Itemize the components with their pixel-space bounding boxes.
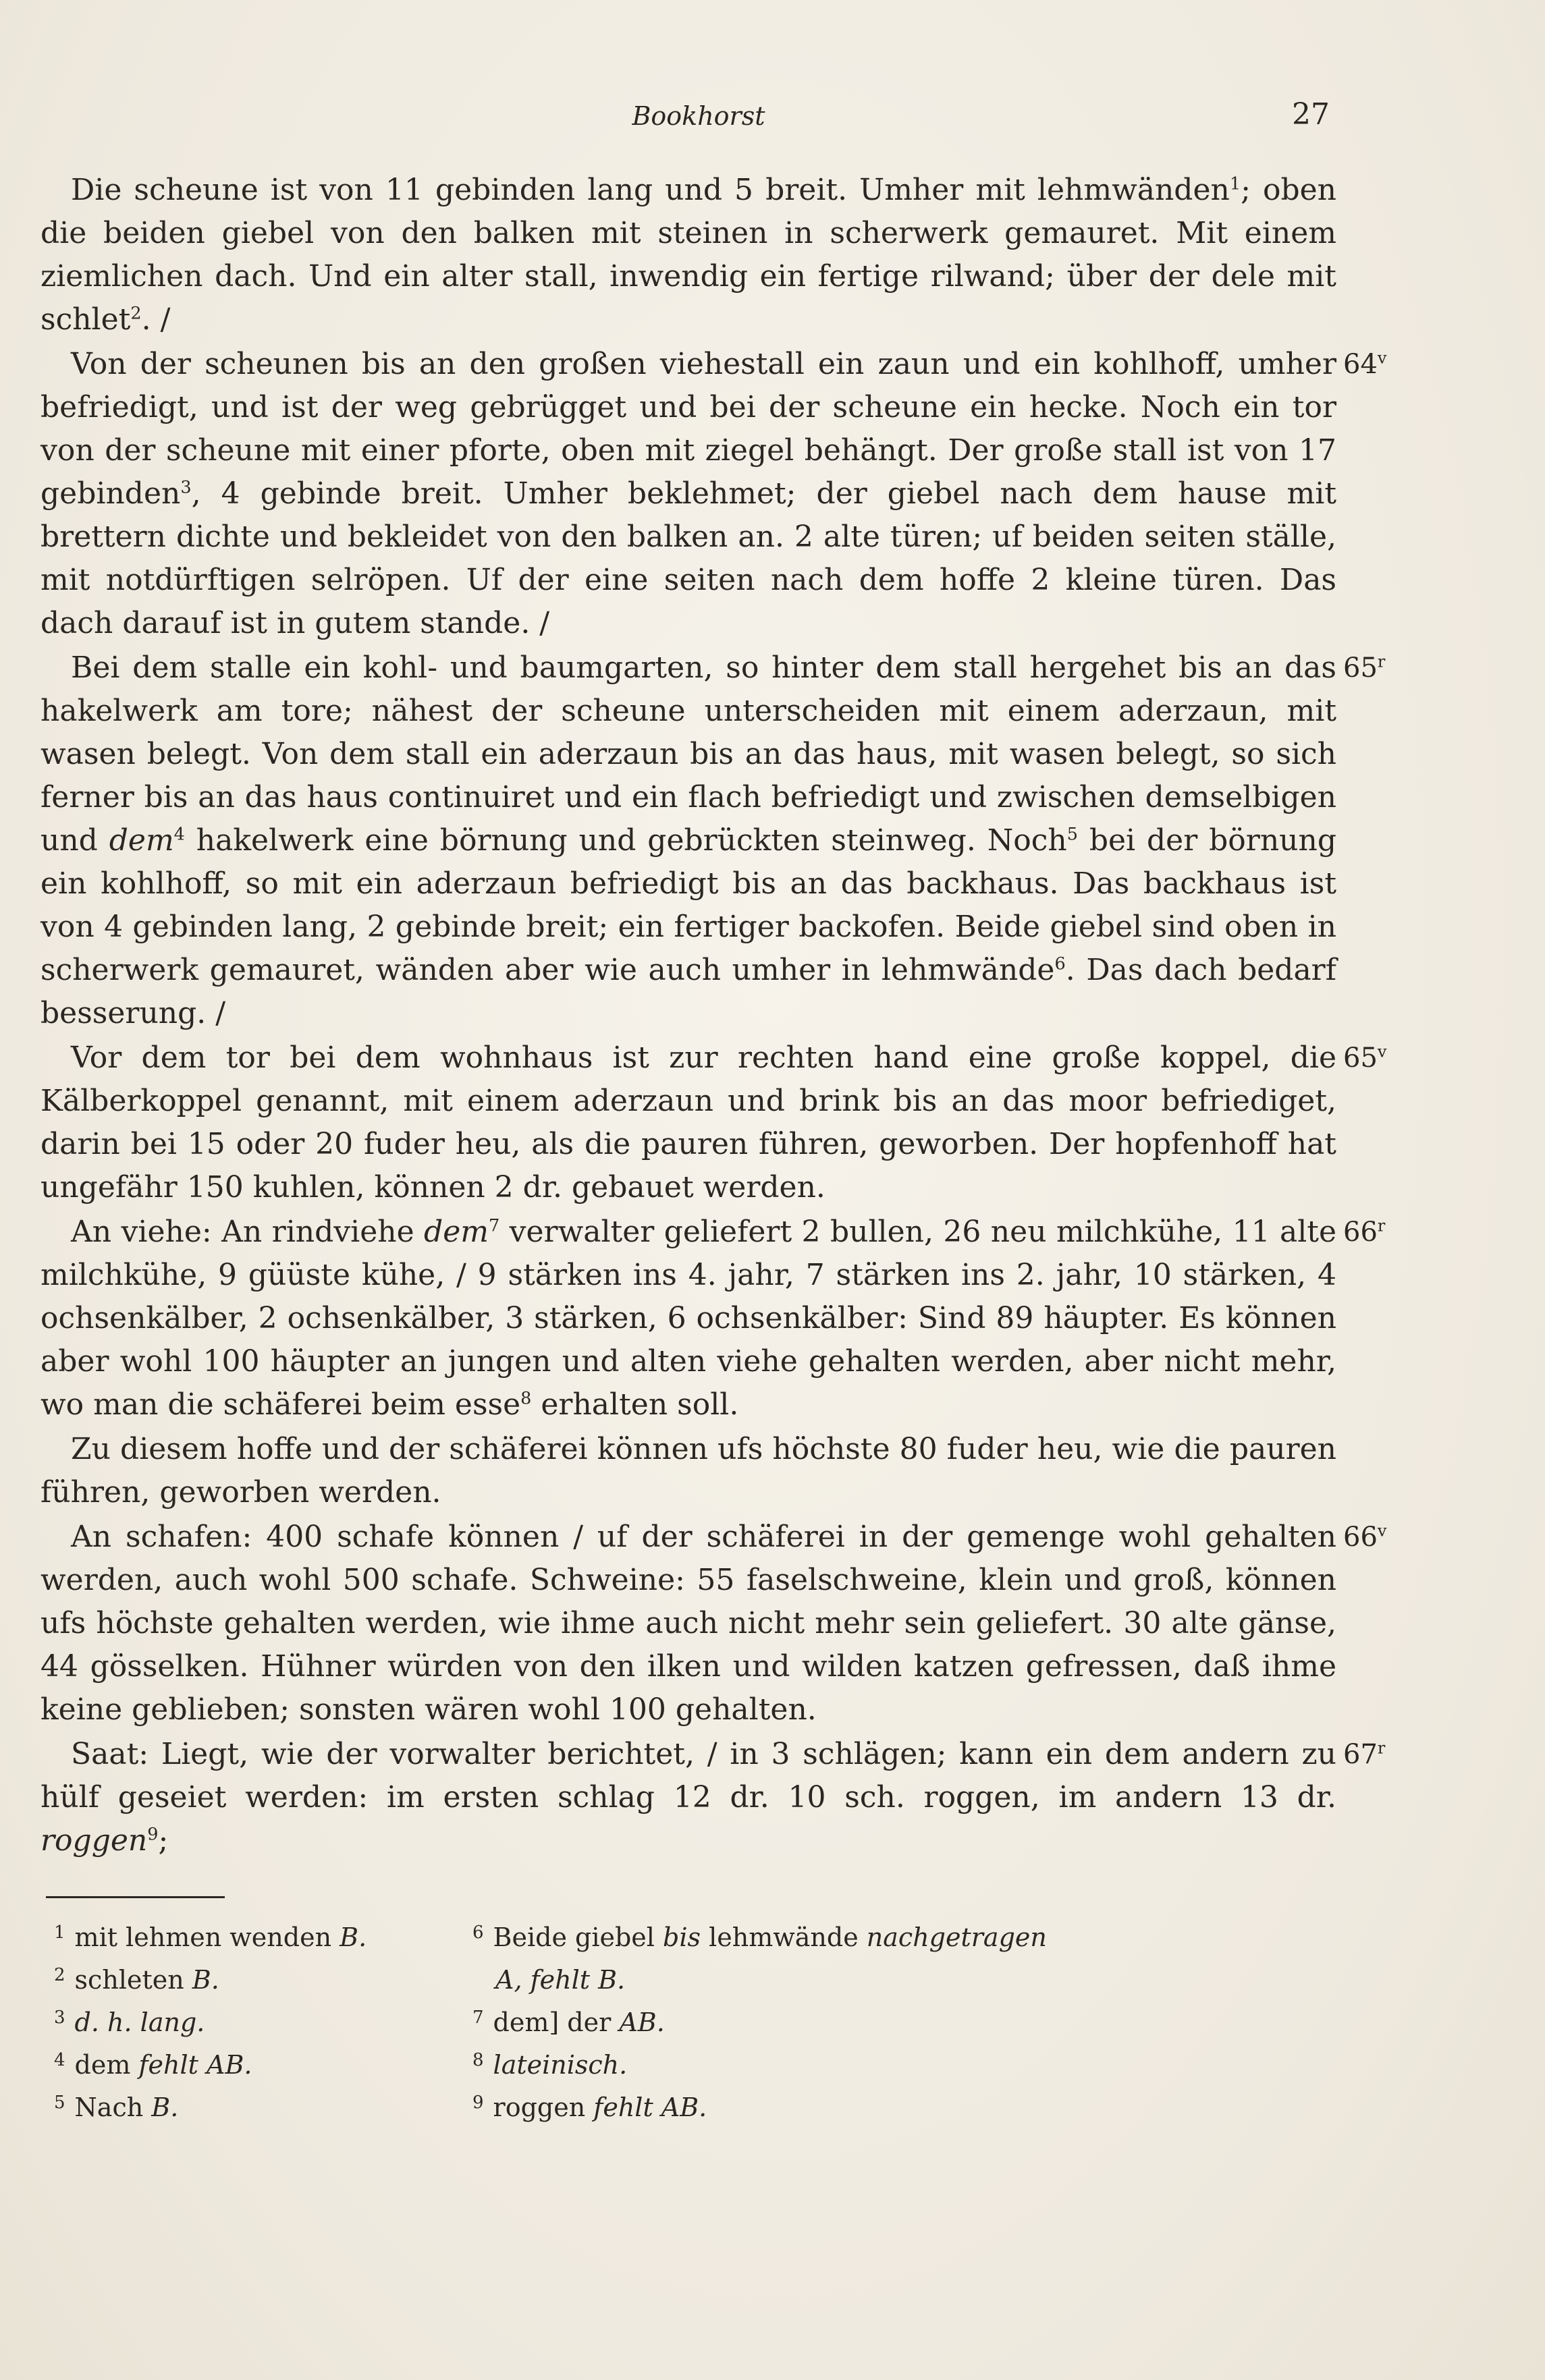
footnote-ref: 3 (180, 477, 192, 498)
folio-side: r (1377, 1216, 1386, 1236)
italic-text: roggen (40, 1823, 148, 1858)
page-header (67, 94, 1330, 148)
folio-marginal-note (1343, 646, 1424, 690)
text-run: Vor dem tor bei dem wohnhaus ist zur rechten hand eine große koppel, die Kälberkoppel genannt, mit einem aderzaun und brink bis an das moor befriediget, darin bei 15 oder 20 fuder heu, als die pauren führen, geworben. Der hopfenhoff hat ungefähr 150 kuhlen, können 2 dr. gebauet werden. (40, 1041, 1336, 1205)
folio-side: r (1377, 1738, 1386, 1758)
text-run: Von der scheunen bis an den großen viehestall ein zaun und ein kohlhoff, umher befriedigt, und ist der weg gebrügget und bei der scheune ein hecke. Noch ein tor von der scheune mit einer pforte, oben mit ziegel behängt. Der große stall ist von 17 gebinden (40, 347, 1336, 511)
footnotes-left-column (54, 1914, 486, 2126)
folio-side: v (1377, 1042, 1387, 1061)
text-run: verwalter geliefert 2 bullen, 26 neu milchkühe, 11 alte milchkühe, 9 güüste kühe, / 9 stärken ins 4. jahr, 7 stärken ins 2. jahr, 10 stärken, 4 ochsenkälber, 2 ochsenkälber, 3 stärken, 6 ochsenkälber: Sind 89 häupter. Es können aber wohl 100 häupter an jungen und alten viehe gehalten werden, aber nicht mehr, wo man die schäferei beim esse (40, 1215, 1337, 1422)
footnote-number: 8 (472, 2050, 484, 2070)
paragraph (40, 169, 1336, 341)
footnote (54, 2041, 486, 2084)
italic-text: fehlt AB. (138, 2050, 252, 2080)
text-run: Nach (74, 2093, 152, 2122)
footnote (54, 1999, 486, 2041)
text-run: Bei dem stalle ein kohl- und baumgarten, so hinter dem stall hergehet bis an das hakelwerk am tore; nähest der scheune unterscheiden mit einem aderzaun, mit wasen belegt. Von dem stall ein aderzaun bis an das haus, mit wasen belegt, so sich ferner bis an das haus continuiret und ein flach befriedigt und zwischen demselbigen und (40, 651, 1336, 858)
text-run: lehmwände (701, 1922, 867, 1952)
footnote-number: 1 (54, 1922, 65, 1943)
footnote-number: 5 (54, 2093, 65, 2113)
text-run: . / (141, 302, 171, 337)
page-number: 27 (1292, 97, 1330, 132)
footnotes-right-column (472, 1914, 1047, 2126)
text-run: bei der börnung ein kohlhoff, so mit ein aderzaun befriedigt bis an das backhaus. Das backhaus ist von 4 gebinden lang, 2 gebinde breit; ein fertiger backofen. Beide giebel sind oben in scherwerk gemauret, wänden aber wie auch umher in lehmwände (40, 823, 1337, 987)
italic-text: A, fehlt B. (495, 1965, 626, 1995)
text-run: Zu diesem hoffe und der schäferei können ufs höchste 80 fuder heu, wie die pauren führen, geworben werden. (40, 1432, 1336, 1510)
text-run: roggen (493, 2093, 594, 2122)
italic-text: bis (663, 1922, 701, 1952)
footnote (472, 2041, 904, 2084)
italic-text: d. h. lang. (74, 2008, 205, 2037)
text-run: An schafen: 400 schafe können / uf der schäferei in der gemenge wohl gehalten werden, auch wohl 500 schafe. Schweine: 55 faselschweine, klein und groß, können ufs höchste gehalten werden, wie ihme auch nicht mehr sein geliefert. 30 alte gänse, 44 gösselken. Hühner würden von den ilken und wilden katzen gefressen, daß ihme keine geblieben; sonsten wären wohl 100 gehalten. (40, 1520, 1336, 1727)
folio-side: r (1377, 652, 1386, 671)
folio-marginal-note (1343, 1036, 1424, 1080)
footnote-number: 7 (472, 2008, 484, 2028)
footnote (472, 1999, 904, 2041)
italic-text: nachgetragen (866, 1922, 1047, 1952)
italic-text: dem (109, 823, 174, 858)
italic-text: AB. (619, 2008, 665, 2037)
text-run: Beide giebel (493, 1922, 663, 1952)
footnote-ref: 2 (130, 303, 142, 324)
text-run: , 4 gebinde breit. Umher beklehmet; der giebel nach dem hause mit brettern dichte und bekleidet von den balken an. 2 alte türen; uf beiden seiten ställe, mit notdürftigen selröpen. Uf der eine seiten nach dem hoffe 2 kleine türen. Das dach darauf ist in gutem stande. / (40, 476, 1336, 640)
paragraph (40, 1516, 1387, 1732)
folio-side: v (1377, 348, 1387, 368)
folio-number: 66 (1343, 1217, 1378, 1248)
footnote (54, 1914, 486, 1956)
footnote-ref: 7 (488, 1215, 500, 1236)
folio-number: 66 (1343, 1522, 1378, 1553)
folio-number: 67 (1343, 1739, 1378, 1770)
footnote-ref: 6 (1054, 953, 1066, 974)
folio-marginal-note (1343, 1211, 1424, 1254)
text-run: ; (158, 1823, 169, 1858)
paragraph (40, 1211, 1386, 1427)
footnote-number: 2 (54, 1965, 65, 1985)
text-run: mit lehmen wenden (74, 1922, 340, 1952)
italic-text: B. (192, 1965, 219, 1995)
footnote-ref: 8 (520, 1388, 532, 1409)
folio-marginal-note (1343, 1733, 1424, 1776)
folio-side: v (1377, 1521, 1387, 1541)
footnote-ref: 4 (173, 824, 185, 845)
footnote-number: 6 (472, 1922, 484, 1943)
folio-marginal-note (1343, 343, 1424, 386)
text-run: An viehe: An rindviehe (71, 1215, 425, 1249)
italic-text: B. (340, 1922, 367, 1952)
running-title: Bookhorst (632, 101, 765, 131)
footnote (472, 1956, 904, 1999)
footnote-ref: 5 (1066, 824, 1078, 845)
text-run: dem (74, 2050, 139, 2080)
footnote (472, 2084, 904, 2126)
footnote-number: 4 (54, 2050, 65, 2070)
footnote-ref: 1 (1229, 173, 1241, 194)
text-run: ; oben die beiden giebel von den balken mit steinen in scherwerk gemauret. Mit einem ziemlichen dach. Und ein alter stall, inwendig ein fertige rilwand; über der dele mit schlet (40, 173, 1336, 337)
italic-text: B. (151, 2093, 179, 2122)
text-run: schleten (74, 1965, 192, 1995)
footnote (54, 1956, 486, 1999)
folio-number: 65 (1343, 1043, 1378, 1074)
footnote-ref: 9 (147, 1824, 159, 1845)
italic-text: fehlt AB. (593, 2093, 707, 2122)
paragraph (40, 646, 1386, 1035)
text-run: Die scheune ist von 11 gebinden lang und 5 breit. Umher mit lehmwänden (71, 173, 1230, 207)
italic-text: dem (424, 1215, 489, 1249)
text-run: Saat: Liegt, wie der vorwalter berichtet, / in 3 schlägen; kann ein dem andern zu hülf geseiet werden: im ersten schlag 12 dr. 10 sch. roggen, im andern 13 dr. (40, 1737, 1336, 1815)
folio-marginal-note (1343, 1516, 1424, 1559)
footnote-number: 9 (472, 2093, 484, 2113)
paragraph (40, 1733, 1386, 1862)
folio-number: 64 (1343, 349, 1378, 380)
paragraph (40, 343, 1387, 645)
paragraph (40, 1428, 1336, 1514)
text-run: dem] der (493, 2008, 620, 2037)
footnote-number: 3 (54, 2008, 65, 2028)
italic-text: lateinisch. (493, 2050, 628, 2080)
footnote-rule (46, 1896, 225, 1898)
folio-number: 65 (1343, 653, 1378, 684)
text-run: . Das dach bedarf besserung. / (40, 953, 1337, 1030)
footnote (54, 2084, 486, 2126)
text-run: erhalten soll. (531, 1387, 739, 1422)
text-run: hakelwerk eine börnung und gebrückten steinweg. Noch (184, 823, 1067, 858)
paragraph (40, 1036, 1387, 1209)
footnote (472, 1914, 1047, 1956)
main-text (40, 169, 1387, 1864)
